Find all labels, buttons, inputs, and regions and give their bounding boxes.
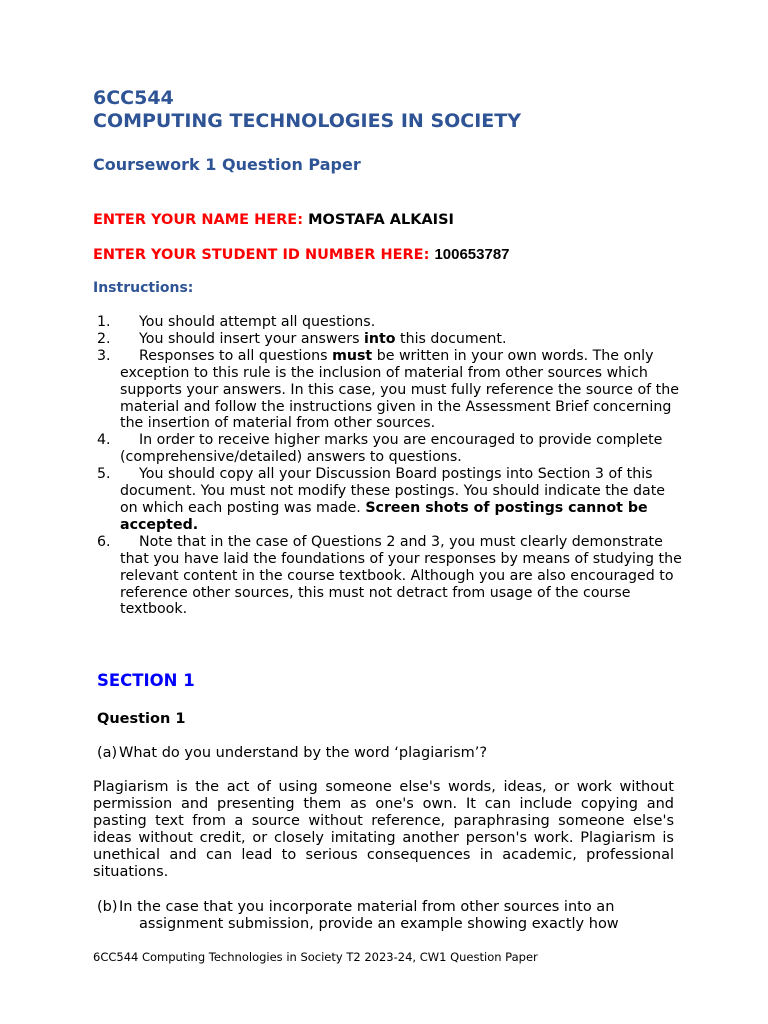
instruction-number: 6. — [97, 533, 111, 550]
instruction-text: You should insert your answers — [139, 330, 364, 347]
question-b-marker: (b) — [97, 899, 118, 915]
instruction-text: Note that in the case of Questions 2 and 3, you must clearly demonstrate that you have laid the foundations of your responses by means of studying the relevant content in the course textbook. Although you are also encouraged to reference other sources, this must not detract from usage of the course textbook. — [120, 533, 682, 618]
student-id-label: ENTER YOUR STUDENT ID NUMBER HERE: — [93, 247, 430, 263]
instruction-number: 4. — [97, 432, 111, 449]
question-b-line: In the case that you incorporate material from other sources into an — [119, 899, 615, 915]
instruction-item — [93, 432, 683, 466]
instruction-number: 3. — [97, 347, 111, 364]
question-b — [97, 899, 657, 933]
question-a — [97, 744, 657, 762]
instructions-list — [93, 314, 683, 618]
instruction-text: You should copy all your Discussion Board postings into Section 3 of this document. You must not modify these postings. You should indicate the date on which each posting was made. — [120, 466, 666, 516]
instruction-item — [93, 348, 683, 433]
question-a-text: What do you understand by the word ‘plagiarism’? — [119, 745, 488, 761]
instruction-item — [93, 466, 683, 534]
page-footer: 6CC544 Computing Technologies in Society T2 2023-24, CW1 Question Paper — [93, 950, 538, 964]
student-name-value[interactable]: MOSTAFA ALKAISI — [308, 212, 454, 228]
answer-text[interactable]: Plagiarism is the act of using someone else's words, ideas, or work without permission and presenting them as one's own. It can include copying and pasting text from a source without reference, paraphrasing someone else's ideas without credit, or closely imitating another person's work. Plagiarism is unethical and can lead to serious consequences in academic, professional situations. — [93, 779, 674, 880]
instruction-emphasis: Screen shots of postings cannot be accepted. — [120, 499, 648, 533]
instruction-emphasis: into — [364, 330, 396, 347]
instruction-text: In order to receive higher marks you are encouraged to provide complete (comprehensive/detailed) answers to questions. — [120, 432, 663, 466]
instruction-item — [93, 331, 683, 348]
instruction-emphasis: must — [332, 347, 373, 364]
instruction-number: 2. — [97, 330, 111, 347]
question-heading: Question 1 — [97, 711, 186, 727]
question-a-marker: (a) — [97, 745, 118, 761]
instruction-text: this document. — [395, 330, 507, 347]
instruction-text: Responses to all questions — [139, 347, 333, 364]
course-title: COMPUTING TECHNOLOGIES IN SOCIETY — [93, 110, 521, 132]
instruction-text: You should attempt all questions. — [139, 314, 376, 330]
instruction-number: 1. — [97, 314, 111, 330]
student-name-label: ENTER YOUR NAME HERE: — [93, 212, 303, 228]
instruction-item — [93, 534, 683, 619]
instruction-item — [93, 314, 683, 331]
instruction-number: 5. — [97, 466, 111, 483]
student-id-row — [93, 246, 510, 264]
question-b-line: assignment submission, provide an example showing exactly how — [139, 915, 619, 932]
student-id-value[interactable]: 100653787 — [434, 246, 510, 263]
paper-subtitle: Coursework 1 Question Paper — [93, 155, 361, 174]
student-name-row — [93, 211, 454, 229]
question-b-text — [97, 899, 657, 933]
instructions-heading: Instructions: — [93, 280, 194, 296]
instruction-text: be written in your own words. The only exception to this rule is the inclusion of material from other sources which supports your answers. In this case, you must fully reference the source of the material and follow the instructions given in the Assessment Brief concerning the insertion of material from other sources. — [120, 347, 679, 432]
course-code: 6CC544 — [93, 87, 174, 109]
section-heading: SECTION 1 — [97, 671, 195, 690]
